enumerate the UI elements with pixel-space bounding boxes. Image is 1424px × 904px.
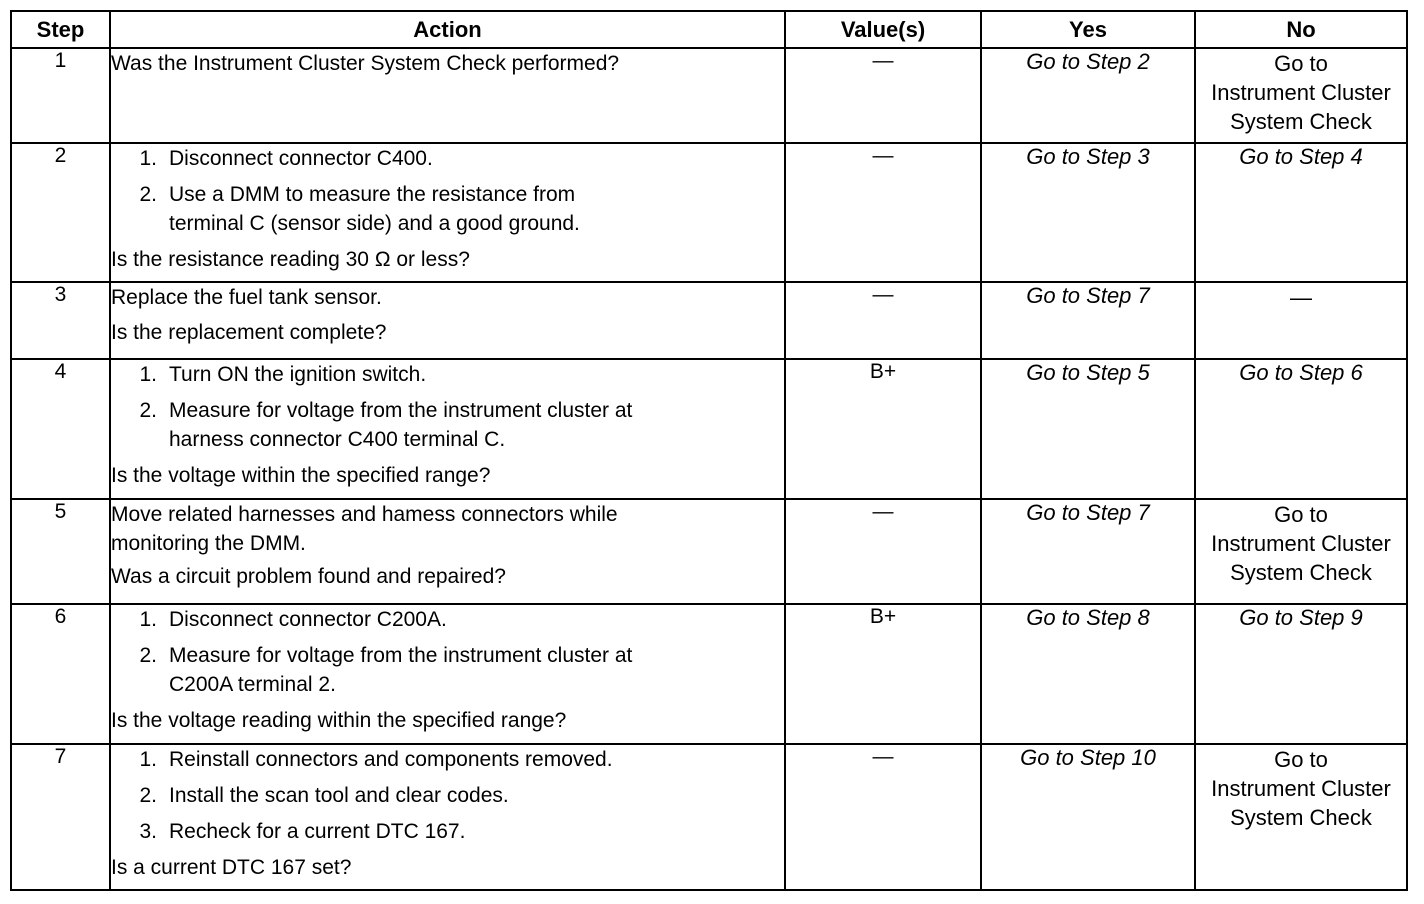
step-number: 5 (11, 499, 110, 604)
action-question: Is the voltage within the specified range? (111, 464, 491, 487)
action-step-text (169, 745, 784, 774)
action-step-item (111, 817, 784, 846)
action-step-number: 2. (139, 784, 157, 807)
action-intro-line: Was the Instrument Cluster System Check performed? (111, 52, 620, 75)
action-cell (110, 143, 785, 282)
action-step-text (169, 144, 784, 173)
table-row (11, 48, 1407, 143)
step-number: 1 (11, 48, 110, 143)
table-row (11, 744, 1407, 890)
no-goto (1195, 499, 1407, 604)
action-step-number: 1. (139, 748, 157, 771)
action-intro-line: Replace the fuel tank sensor. (111, 286, 382, 309)
yes-goto: Go to Step 7 (981, 499, 1195, 604)
no-line: Go to Step 4 (1239, 144, 1363, 169)
no-goto (1195, 143, 1407, 282)
action-step-line: Disconnect connector C200A. (169, 608, 447, 631)
step-number: 3 (11, 282, 110, 359)
action-question: Is a current DTC 167 set? (111, 856, 352, 879)
action-step-text (169, 817, 784, 846)
table-row (11, 143, 1407, 282)
action-question: Is the resistance reading 30 Ω or less? (111, 248, 470, 271)
action-step-number: 2. (139, 399, 157, 422)
action-question: Is the voltage reading within the specified range? (111, 709, 567, 732)
action-step-item (111, 781, 784, 810)
action-step-number: 2. (139, 183, 157, 206)
table-row (11, 499, 1407, 604)
no-goto (1195, 744, 1407, 890)
action-cell (110, 604, 785, 744)
action-cell (110, 744, 785, 890)
no-line: Instrument Cluster (1211, 531, 1391, 556)
value-cell: B+ (785, 604, 981, 744)
action-step-number: 3. (139, 820, 157, 843)
action-step-text (169, 641, 784, 699)
value-cell: — (785, 744, 981, 890)
action-step-line: C200A terminal 2. (169, 673, 336, 696)
yes-goto: Go to Step 3 (981, 143, 1195, 282)
action-step-number: 1. (139, 147, 157, 170)
no-goto (1195, 282, 1407, 359)
action-step-text (169, 396, 784, 454)
header-action: Action (110, 11, 785, 48)
no-line: Go to (1274, 747, 1328, 772)
action-step-number: 1. (139, 608, 157, 631)
table-row (11, 604, 1407, 744)
table-row (11, 359, 1407, 499)
action-step-line: Install the scan tool and clear codes. (169, 784, 509, 807)
yes-goto: Go to Step 8 (981, 604, 1195, 744)
step-number: 2 (11, 143, 110, 282)
value-cell: — (785, 499, 981, 604)
action-step-item (111, 641, 784, 699)
no-goto (1195, 359, 1407, 499)
action-intro-line: monitoring the DMM. (111, 532, 306, 555)
value-cell: — (785, 282, 981, 359)
no-line: Go to (1274, 502, 1328, 527)
action-step-item (111, 745, 784, 774)
action-step-line: Measure for voltage from the instrument cluster at (169, 644, 633, 667)
action-step-item (111, 180, 784, 238)
header-yes: Yes (981, 11, 1195, 48)
action-cell (110, 282, 785, 359)
header-values: Value(s) (785, 11, 981, 48)
value-cell: — (785, 143, 981, 282)
action-step-text (169, 180, 784, 238)
action-step-item (111, 605, 784, 634)
action-step-text (169, 781, 784, 810)
no-line: System Check (1230, 109, 1372, 134)
yes-goto: Go to Step 2 (981, 48, 1195, 143)
no-line: Instrument Cluster (1211, 776, 1391, 801)
step-number: 6 (11, 604, 110, 744)
action-step-line: Disconnect connector C400. (169, 147, 433, 170)
action-step-line: Reinstall connectors and components removed. (169, 748, 613, 771)
step-number: 7 (11, 744, 110, 890)
no-line: — (1290, 285, 1312, 310)
header-no: No (1195, 11, 1407, 48)
no-line: Go to Step 6 (1239, 360, 1363, 385)
action-step-line: Measure for voltage from the instrument cluster at (169, 399, 633, 422)
action-cell (110, 48, 785, 143)
no-line: Go to (1274, 51, 1328, 76)
diagnostic-table (10, 10, 1408, 891)
action-step-line: Turn ON the ignition switch. (169, 363, 427, 386)
action-step-number: 2. (139, 644, 157, 667)
value-cell: — (785, 48, 981, 143)
action-step-line: Recheck for a current DTC 167. (169, 820, 466, 843)
header-row (11, 11, 1407, 48)
action-question: Was a circuit problem found and repaired? (111, 565, 506, 588)
action-step-item (111, 396, 784, 454)
no-goto (1195, 604, 1407, 744)
action-step-line: harness connector C400 terminal C. (169, 428, 506, 451)
yes-goto: Go to Step 5 (981, 359, 1195, 499)
no-line: System Check (1230, 805, 1372, 830)
action-step-item (111, 144, 784, 173)
action-cell (110, 499, 785, 604)
no-line: System Check (1230, 560, 1372, 585)
action-step-line: terminal C (sensor side) and a good ground. (169, 212, 580, 235)
action-question: Is the replacement complete? (111, 321, 387, 344)
no-goto (1195, 48, 1407, 143)
yes-goto: Go to Step 7 (981, 282, 1195, 359)
action-cell (110, 359, 785, 499)
header-step: Step (11, 11, 110, 48)
table-body (11, 48, 1407, 890)
step-number: 4 (11, 359, 110, 499)
no-line: Go to Step 9 (1239, 605, 1363, 630)
action-step-line: Use a DMM to measure the resistance from (169, 183, 576, 206)
no-line: Instrument Cluster (1211, 80, 1391, 105)
action-step-text (169, 605, 784, 634)
yes-goto: Go to Step 10 (981, 744, 1195, 890)
action-intro-line: Move related harnesses and hamess connectors while (111, 503, 618, 526)
value-cell: B+ (785, 359, 981, 499)
action-step-number: 1. (139, 363, 157, 386)
action-step-text (169, 360, 784, 389)
action-step-item (111, 360, 784, 389)
table-row (11, 282, 1407, 359)
